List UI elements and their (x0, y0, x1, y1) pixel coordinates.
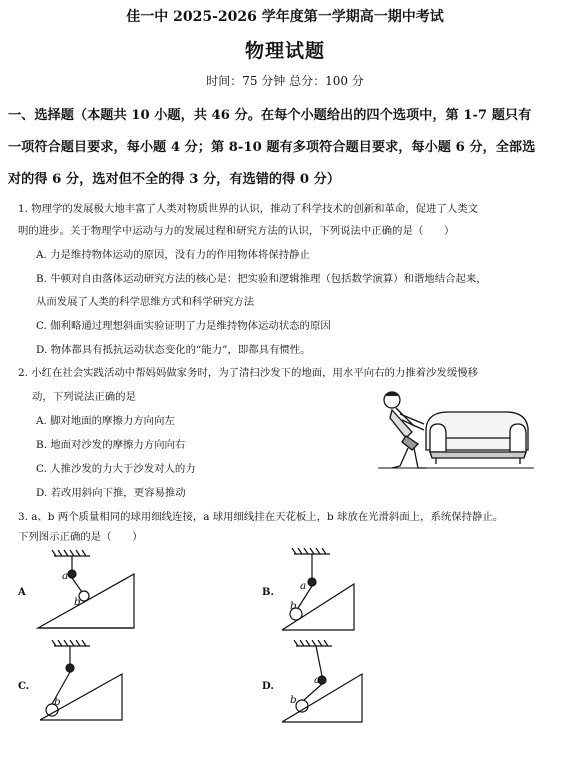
figure-a-ball-b-label: b (74, 596, 81, 608)
q2-stem-line-2: 动，下列说法正确的是 (32, 391, 136, 403)
q2-option-a: A. 脚对地面的摩擦力方向向左 (36, 415, 175, 427)
q3-stem-line-1: 3. a、b 两个质量相同的球用细线连接，a 球用细线挂在天花板上，b 球放在光滑斜面上，系统保持静止。 (18, 511, 504, 523)
section-heading-line-3: 对的得 6 分，选对但不全的得 3 分，有选错的得 0 分） (8, 172, 341, 187)
q1-stem-line-1: 1. 物理学的发展极大地丰富了人类对物质世界的认识，推动了科学技术的创新和革命，促进了人类文 (18, 203, 479, 215)
q1-stem-line-2: 明的进步。关于物理学中运动与力的发展过程和研究方法的认识，下列说法中正确的是（ ） (18, 225, 455, 237)
exam-school-title: 佳一中 2025-2026 学年度第一学期高一期中考试 (126, 9, 444, 25)
exam-meta: 时间：75 分钟 总分：100 分 (206, 74, 364, 88)
q2-option-b: B. 地面对沙发的摩擦力方向向右 (36, 439, 186, 451)
figure-d-ball-b-label: b (290, 694, 297, 706)
figure-a-ball-a-label: a (62, 570, 69, 582)
person-pushing-sofa-illustration (378, 388, 538, 476)
section-heading-line-1: 一、选择题（本题共 10 小题，共 46 分。在每个小题给出的四个选项中，第 1-7 题只有 (8, 108, 532, 123)
q1-option-d: D. 物体都具有抵抗运动状态变化的“能力”，即都具有惯性。 (36, 344, 311, 356)
figure-c-diagram (40, 640, 166, 730)
q2-option-d: D. 若改用斜向下推，更容易推动 (36, 487, 186, 499)
figure-d-label: D. (262, 681, 274, 692)
figure-a-label: A (18, 587, 26, 598)
page-title: 物理试题 (244, 40, 325, 62)
figure-d-ball-a-label: a (314, 674, 321, 686)
figure-b-ball-a-label: a (300, 580, 307, 592)
q1-option-b: B. 牛顿对自由落体运动研究方法的核心是：把实验和逻辑推理（包括数学演算）和谐地结合起来， (36, 273, 487, 285)
figure-b-ball-b-label: b (290, 600, 297, 612)
q3-stem-line-2: 下列图示正确的是（ ） (18, 531, 143, 543)
q1-option-b-cont: 从而发展了人类的科学思维方式和科学研究方法 (36, 296, 255, 308)
figure-c-label: C. (18, 681, 30, 692)
figure-a-diagram (34, 548, 160, 634)
figure-c-ball-b-label: b (54, 696, 61, 708)
figure-b-label: B. (262, 587, 274, 598)
q2-stem-line-1: 2. 小红在社会实践活动中帮妈妈做家务时，为了清扫沙发下的地面，用水平向右的力推着沙发缓慢移 (18, 367, 479, 379)
q2-option-c: C. 人推沙发的力大于沙发对人的力 (36, 463, 196, 475)
section-heading-line-2: 一项符合题目要求，每小题 4 分；第 8-10 题有多项符合题目要求，每小题 6 分，全部选 (8, 140, 536, 155)
q1-option-a: A. 力是维持物体运动的原因，没有力的作用物体将保持静止 (36, 249, 310, 261)
figure-b-diagram (282, 548, 408, 638)
figure-d-diagram (282, 640, 408, 730)
q1-option-c: C. 伽利略通过理想斜面实验证明了力是维持物体运动状态的原因 (36, 320, 331, 332)
